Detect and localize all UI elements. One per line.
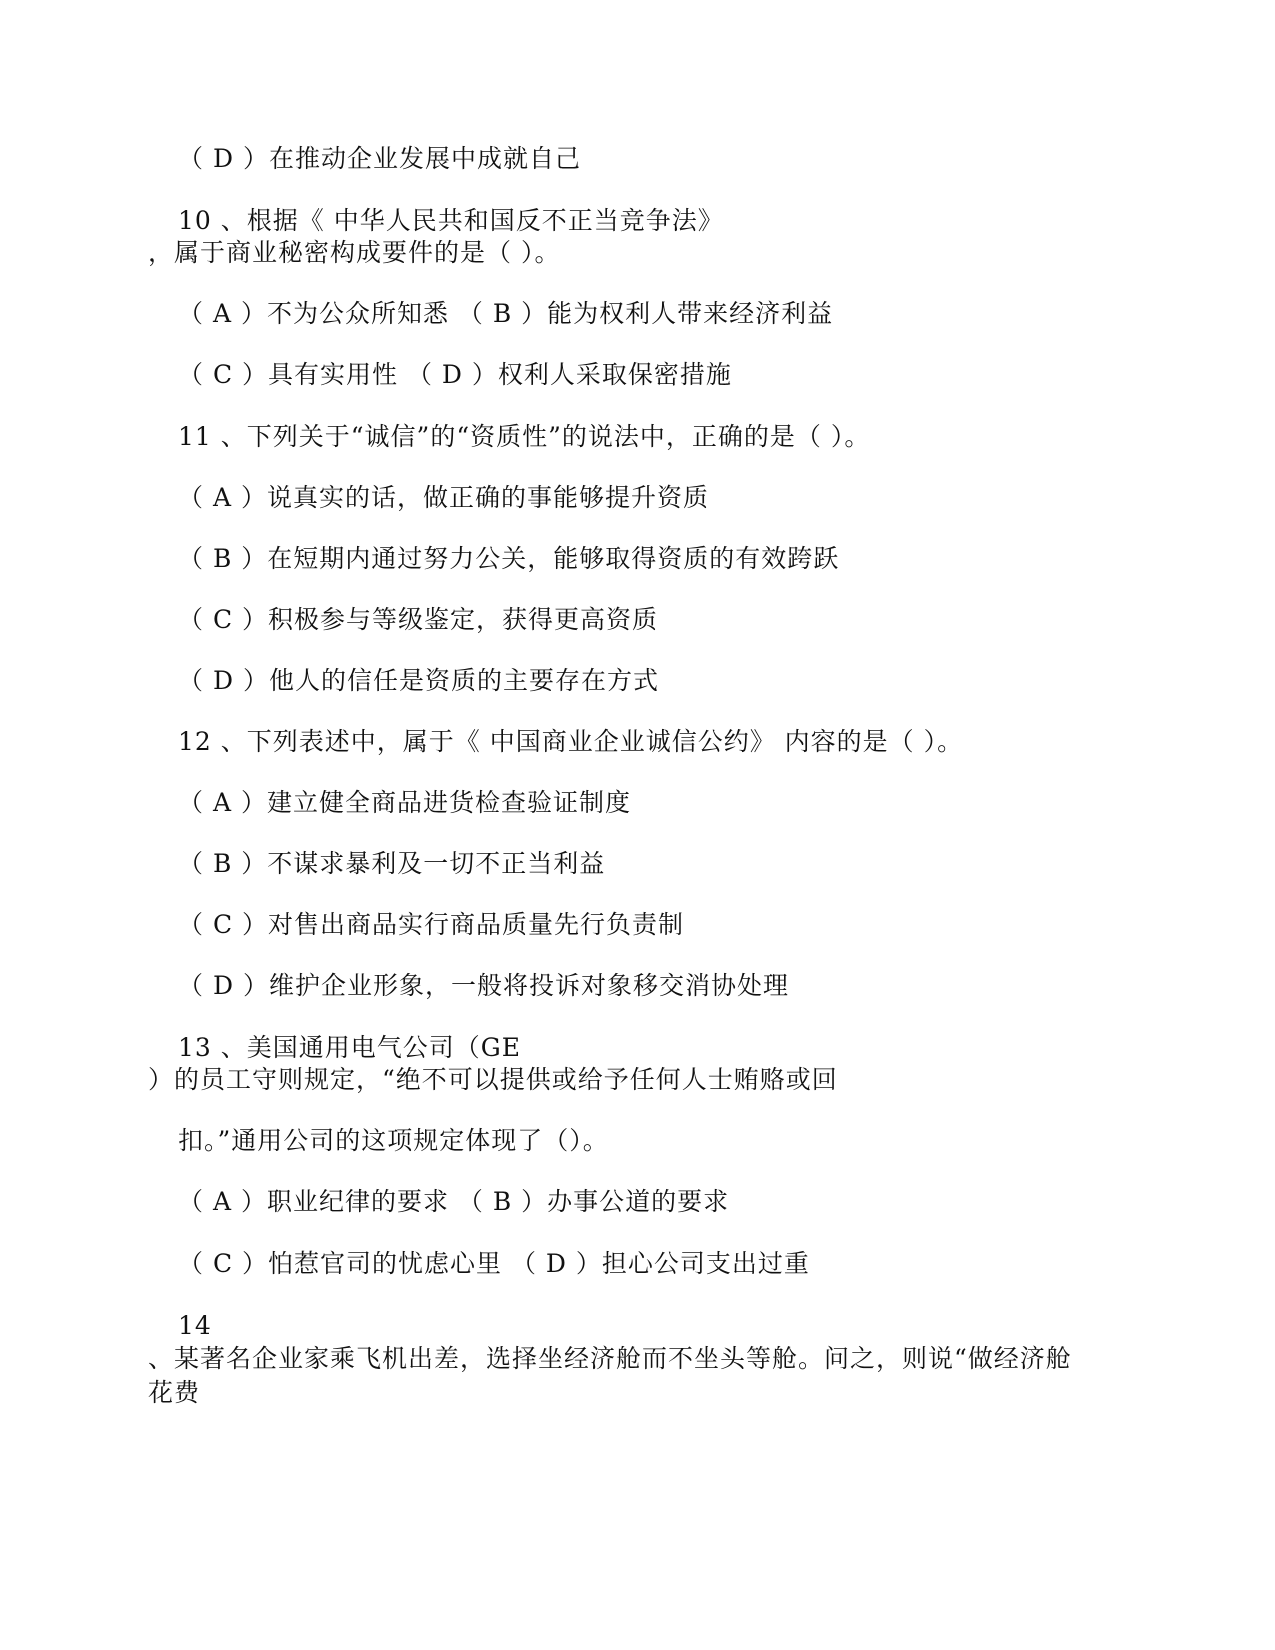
question-10-stem-cont: ，属于商业秘密构成要件的是（ ）。 bbox=[148, 238, 561, 267]
question-10-options-cd: （ C ）具有实用性 （ D ）权利人采取保密措施 bbox=[178, 360, 732, 389]
question-12-option-d: （ D ）维护企业形象，一般将投诉对象移交消协处理 bbox=[178, 971, 789, 1000]
question-13-options-ab: （ A ）职业纪律的要求 （ B ）办事公道的要求 bbox=[178, 1187, 730, 1216]
question-10-stem: 10 、根据《 中华人民共和国反不正当竞争法》 bbox=[178, 206, 724, 235]
question-11-option-c: （ C ）积极参与等级鉴定，获得更高资质 bbox=[178, 605, 659, 634]
question-13-stem: 13 、美国通用电气公司（GE bbox=[178, 1033, 521, 1062]
question-10-options-ab: （ A ）不为公众所知悉 （ B ）能为权利人带来经济利益 bbox=[178, 299, 834, 328]
option-9-d: （ D ）在推动企业发展中成就自己 bbox=[178, 144, 581, 173]
question-11-option-d: （ D ）他人的信任是资质的主要存在方式 bbox=[178, 666, 659, 695]
question-11-option-b: （ B ）在短期内通过努力公关，能够取得资质的有效跨跃 bbox=[178, 544, 840, 573]
question-14-number: 14 bbox=[178, 1311, 212, 1340]
question-13-options-cd: （ C ）怕惹官司的忧虑心里 （ D ）担心公司支出过重 bbox=[178, 1249, 810, 1278]
question-12-option-c: （ C ）对售出商品实行商品质量先行负责制 bbox=[178, 910, 685, 939]
question-13-stem-cont: ）的员工守则规定，“绝不可以提供或给予任何人士贿赂或回 bbox=[148, 1065, 838, 1094]
question-14-stem: 、某著名企业家乘飞机出差，选择坐经济舱而不坐头等舱。问之，则说“做经济舱 bbox=[148, 1344, 1072, 1373]
question-14-stem-cont: 花费 bbox=[148, 1378, 201, 1407]
question-11-option-a: （ A ）说真实的话，做正确的事能够提升资质 bbox=[178, 483, 709, 512]
question-12-stem: 12 、下列表述中，属于《 中国商业企业诚信公约》 内容的是（ ）。 bbox=[178, 727, 964, 756]
question-12-option-b: （ B ）不谋求暴利及一切不正当利益 bbox=[178, 849, 606, 878]
question-12-option-a: （ A ）建立健全商品进货检查验证制度 bbox=[178, 788, 631, 817]
question-11-stem: 11 、下列关于“诚信”的“资质性”的说法中，正确的是（ ）。 bbox=[178, 422, 871, 451]
question-13-stem-end: 扣。”通用公司的这项规定体现了（）。 bbox=[178, 1126, 609, 1155]
